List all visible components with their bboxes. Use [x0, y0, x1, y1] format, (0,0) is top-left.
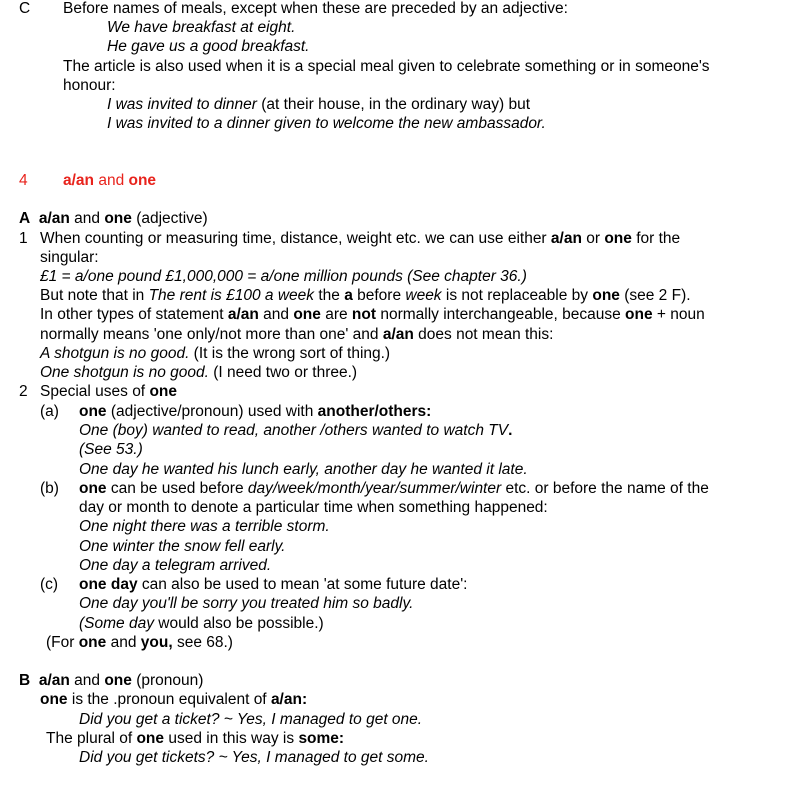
example-one-shotgun: One shotgun is no good. (I need two or three.) [40, 364, 358, 381]
example-good-breakfast: He gave us a good breakfast. [107, 38, 310, 55]
section-a-title: A a/an and one (adjective) [19, 210, 208, 227]
see-53: (See 53.) [79, 441, 143, 458]
item1-line2: singular: [40, 249, 99, 266]
item1-line5: In other types of statement a/an and one are not normally interchangeable, because one + noun [40, 306, 705, 323]
section-b-line3: The plural of one used in this way is some: [46, 730, 345, 747]
see-68-note: (For one and you, see 68.) [46, 634, 233, 651]
section-letter-c: C [19, 0, 31, 17]
item-number-2: 2 [19, 383, 28, 400]
sub-b-line2: day or month to denote a particular time when something happened: [79, 499, 548, 516]
sub-label-c: (c) [40, 576, 59, 593]
example-one-winter: One winter the snow fell early. [79, 538, 286, 555]
sub-a-line1: one (adjective/pronoun) used with another/others: [79, 403, 432, 420]
item1-line1: When counting or measuring time, distance, weight etc. we can use either a/an or one for the [40, 230, 681, 247]
example-some-day: (Some day would also be possible.) [79, 615, 324, 632]
sub-b-line1: one can be used before day/week/month/year/summer/winter etc. or before the name of the [79, 480, 709, 497]
example-pound: £1 = a/one pound £1,000,000 = a/one million pounds (See chapter 36.) [40, 268, 527, 285]
example-telegram: One day a telegram arrived. [79, 557, 272, 574]
heading-title: a/an and one [63, 172, 157, 189]
section-b-line1: one is the .pronoun equivalent of a/an: [40, 691, 308, 708]
item2-title: Special uses of one [40, 383, 177, 400]
example-a-shotgun: A shotgun is no good. (It is the wrong sort of thing.) [40, 345, 391, 362]
example-tickets: Did you get tickets? ~ Yes, I managed to get some. [79, 749, 429, 766]
sub-label-b: (b) [40, 480, 59, 497]
example-invited-dinner: I was invited to dinner (at their house, in the ordinary way) but [107, 96, 531, 113]
sub-label-a: (a) [40, 403, 59, 420]
item-number-1: 1 [19, 230, 28, 247]
example-one-night: One night there was a terrible storm. [79, 518, 330, 535]
example-invited-a-dinner: I was invited to a dinner given to welcome the new ambassador. [107, 115, 546, 132]
item1-line6: normally means 'one only/not more than one' and a/an does not mean this: [40, 326, 554, 343]
example-sorry: One day you'll be sorry you treated him so badly. [79, 595, 414, 612]
example-breakfast-eight: We have breakfast at eight. [107, 19, 296, 36]
example-ticket: Did you get a ticket? ~ Yes, I managed to get one. [79, 711, 423, 728]
example-one-boy: One (boy) wanted to read, another /others wanted to watch TV. [79, 422, 513, 439]
section-c-line1: Before names of meals, except when these are preceded by an adjective: [63, 0, 568, 17]
section-c-line2: The article is also used when it is a special meal given to celebrate something or in someone's [63, 58, 710, 75]
sub-c-line1: one day can also be used to mean 'at some future date': [79, 576, 468, 593]
section-c-line3: honour: [63, 77, 116, 94]
item1-line4: But note that in The rent is £100 a week the a before week is not replaceable by one (see 2 F). [40, 287, 691, 304]
section-b-title: B a/an and one (pronoun) [19, 672, 204, 689]
heading-number: 4 [19, 172, 28, 189]
example-one-day-lunch: One day he wanted his lunch early, another day he wanted it late. [79, 461, 528, 478]
